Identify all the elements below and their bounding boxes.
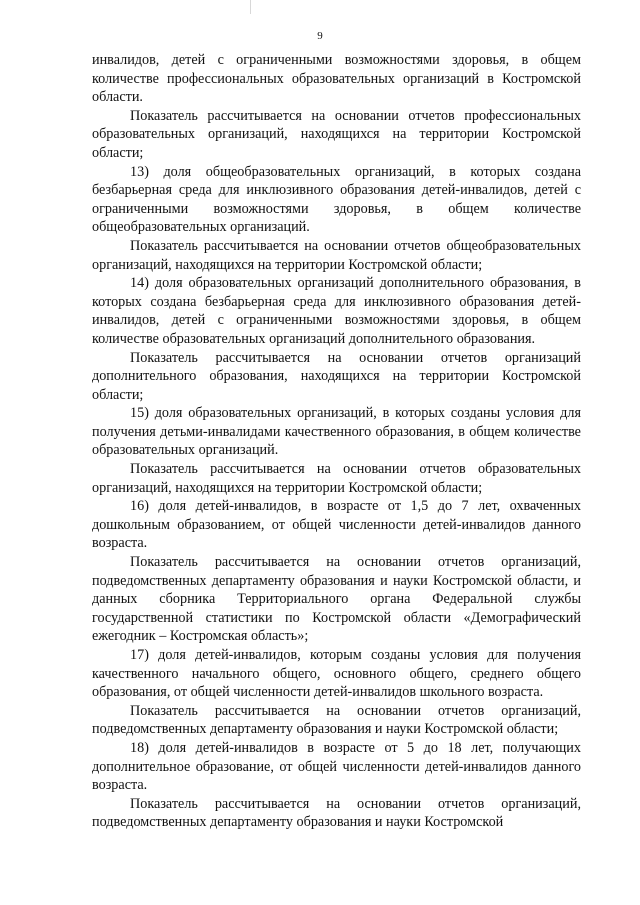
paragraph-item-17: 17) доля детей-инвалидов, которым созданы условия для получения качественного начального общего, основного общего, среднего общего образования, от общей численности детей-инвалидов школьного возраста.	[92, 647, 581, 701]
paragraph-item-15: 15) доля образовательных организаций, в которых созданы условия для получения детьми-инвалидами качественного образования, в общем количестве образовательных организаций.	[92, 405, 581, 459]
scan-mark	[250, 0, 251, 14]
paragraph-indicator-calc-18: Показатель рассчитывается на основании отчетов организаций, подведомственных департаменту образования и науки Костромской	[92, 795, 581, 831]
page-number: 9	[317, 30, 323, 42]
paragraph-item-13: 13) доля общеобразовательных организаций, в которых создана безбарьерная среда для инклюзивного образования детей-инвалидов, детей с ограниченными возможностями здоровья, в общем количестве общеобразовательных организаций.	[92, 163, 581, 236]
paragraph-indicator-calc-13: Показатель рассчитывается на основании отчетов общеобразовательных организаций, находящихся на территории Костромской области;	[92, 237, 581, 273]
paragraph-continuation: инвалидов, детей с ограниченными возможностями здоровья, в общем количестве профессиональных образовательных организаций в Костромской области.	[92, 52, 581, 106]
paragraph-indicator-calc-15: Показатель рассчитывается на основании отчетов образовательных организаций, находящихся на территории Костромской области;	[92, 461, 581, 496]
paragraph-indicator-calc-16: Показатель рассчитывается на основании отчетов организаций, подведомственных департаменту образования и науки Костромской области, и данных сборника Территориального органа Федеральной службы государственной статистики по Костромской области «Демографический ежегодник – Костромская область»;	[92, 554, 581, 645]
paragraph-indicator-calc-17: Показатель рассчитывается на основании отчетов организаций, подведомственных департаменту образования и науки Костромской области;	[92, 702, 581, 738]
paragraph-indicator-calc-14: Показатель рассчитывается на основании отчетов организаций дополнительного образования, находящихся на территории Костромской области;	[92, 349, 581, 403]
paragraph-item-18: 18) доля детей-инвалидов в возрасте от 5 до 18 лет, получающих дополнительное образование, от общей численности детей-инвалидов данного возраста.	[92, 739, 581, 794]
document-body	[92, 51, 581, 832]
paragraph-item-16: 16) доля детей-инвалидов, в возрасте от 1,5 до 7 лет, охваченных дошкольным образованием, от общей численности детей-инвалидов данного возраста.	[92, 498, 581, 552]
paragraph-item-14: 14) доля образовательных организаций дополнительного образования, в которых создана безбарьерная среда для инклюзивного образования детей-инвалидов, детей с ограниченными возможностями здоровья, в общем количестве образовательных организаций дополнительного образования.	[92, 275, 581, 347]
paragraph-indicator-calc-12: Показатель рассчитывается на основании отчетов профессиональных образовательных организаций, находящихся на территории Костромской области;	[92, 107, 581, 161]
